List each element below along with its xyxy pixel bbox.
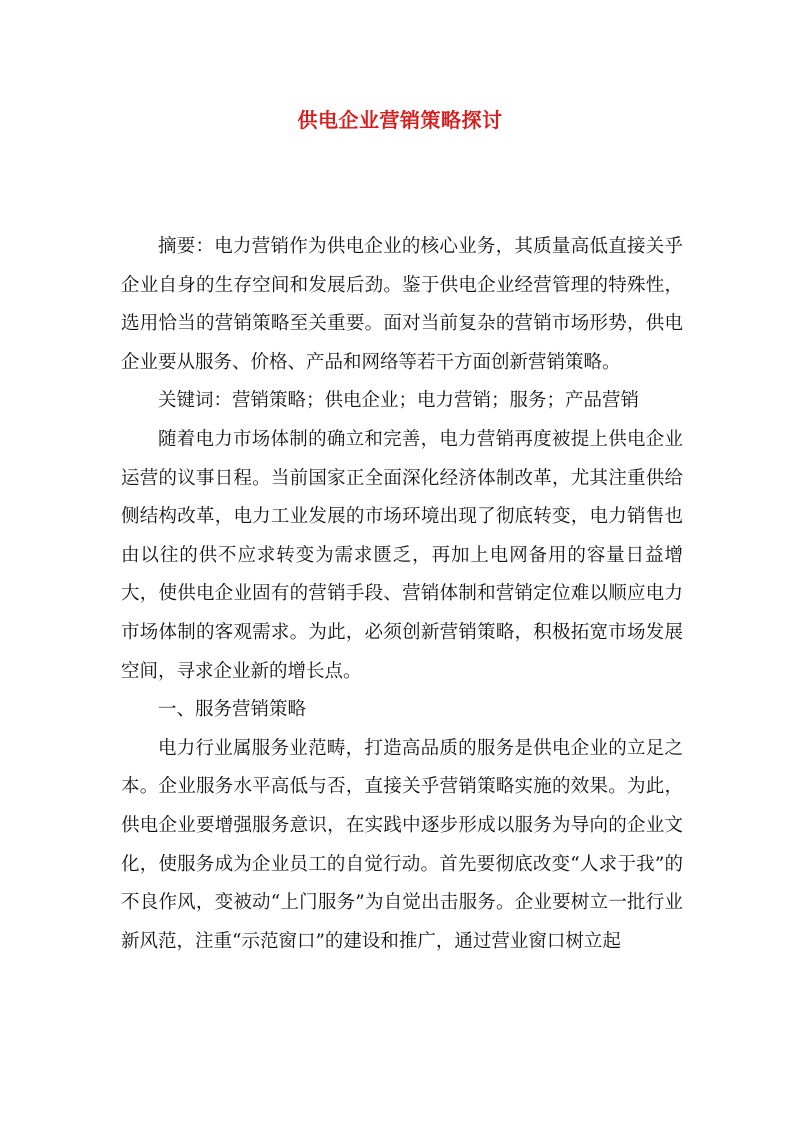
section-paragraph: 电力行业属服务业范畴，打造高品质的服务是供电企业的立足之本。企业服务水平高低与否，直接关乎营销策略实施的效果。为此，供电企业要增强服务意识，在实践中逐步形成以服务为导向的企业文化，使服务成为企业员工的自觉行动。首先要彻底改变“人求于我”的不良作风，变被动“上门服务”为自觉出击服务。企业要树立一批行业新风范，注重“示范窗口”的建设和推广，通过营业窗口树立起: [121, 737, 683, 952]
keywords-paragraph: 关键词：营销策略；供电企业；电力营销；服务；产品营销: [158, 390, 640, 412]
intro-paragraph: 随着电力市场体制的确立和完善，电力营销再度被提上供电企业运营的议事日程。当前国家正全面深化经济体制改革，尤其注重供给侧结构改革，电力工业发展的市场环境出现了彻底转变，电力销售也由以往的供不应求转变为需求匮乏，再加上电网备用的容量日益增大，使供电企业固有的营销手段、营销体制和营销定位难以顺应电力市场体制的客观需求。为此，必须创新营销策略，积极拓宽市场发展空间，寻求企业新的增长点。: [121, 428, 683, 682]
section-heading: 一、服务营销策略: [158, 699, 307, 721]
document-title: 供电企业营销策略探讨: [297, 108, 503, 132]
abstract-paragraph: 摘要：电力营销作为供电企业的核心业务，其质量高低直接关乎企业自身的生存空间和发展后劲。鉴于供电企业经营管理的特殊性，选用恰当的营销策略至关重要。面对当前复杂的营销市场形势，供电企业要从服务、价格、产品和网络等若干方面创新营销策略。: [121, 236, 683, 373]
document-body: [121, 228, 683, 961]
